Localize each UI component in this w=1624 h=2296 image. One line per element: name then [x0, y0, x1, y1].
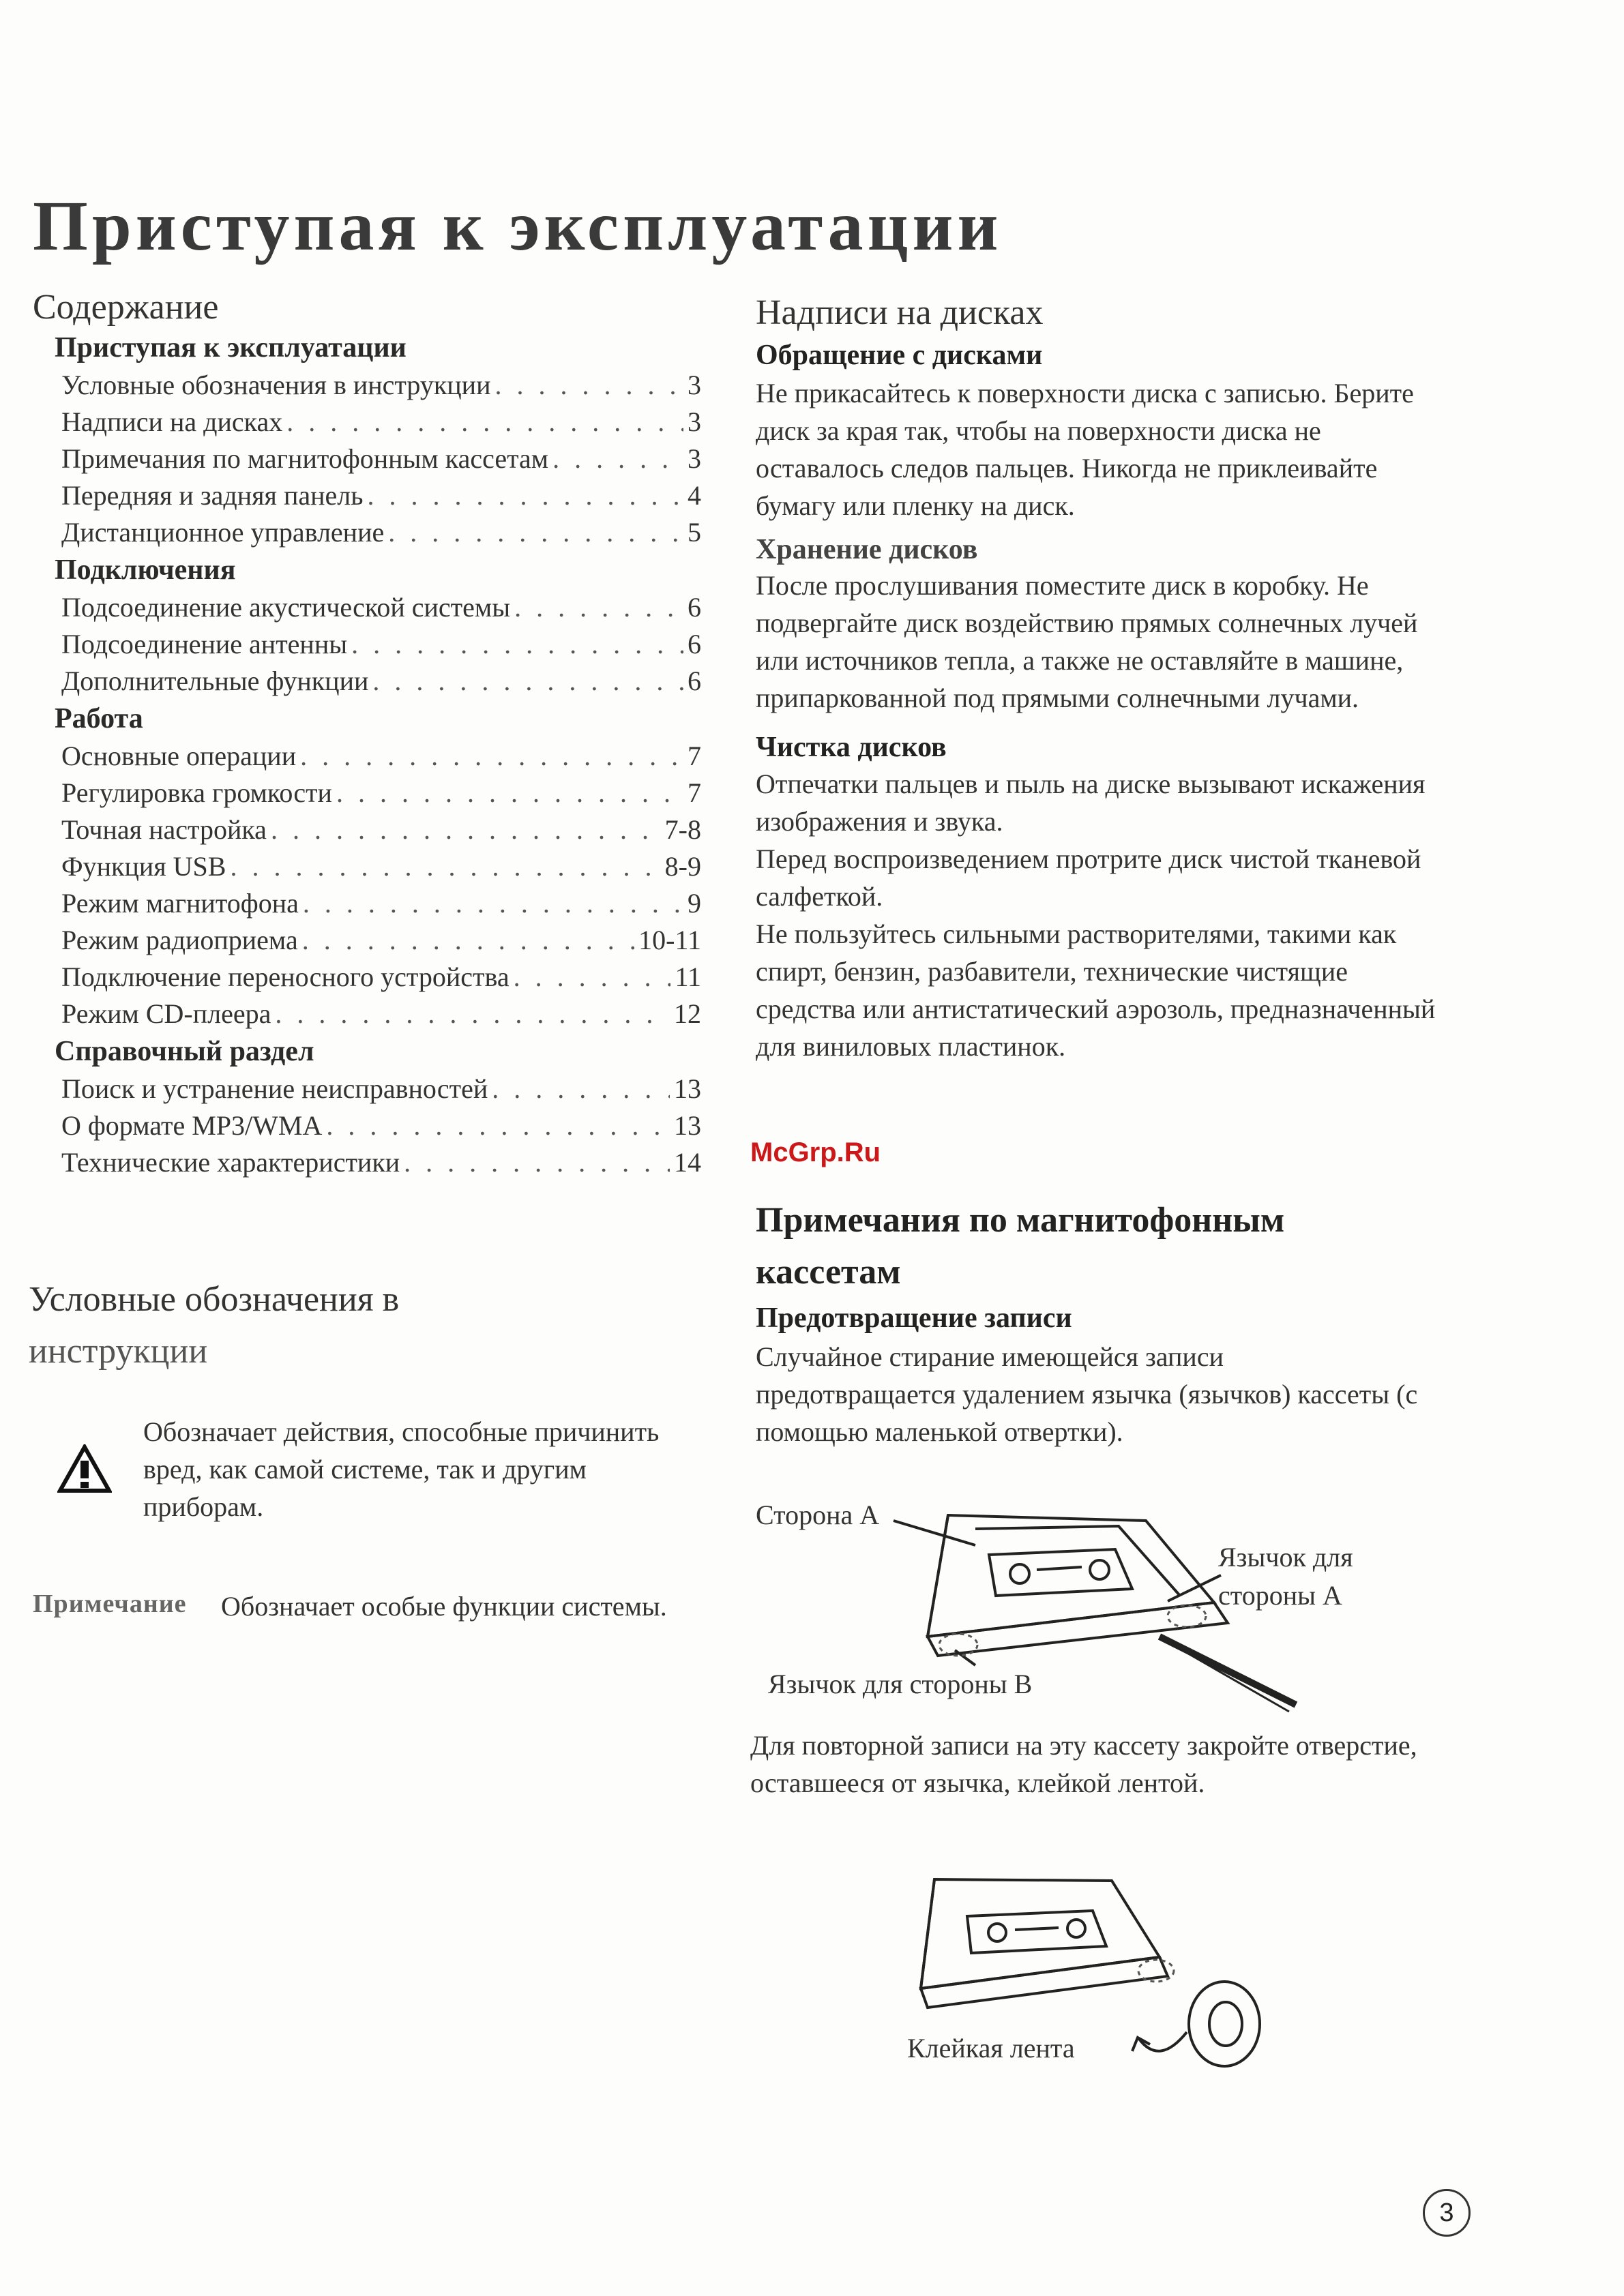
tape-roll	[1189, 1982, 1260, 2066]
toc-entry	[33, 1107, 701, 1144]
toc-dot-leader	[286, 404, 683, 441]
toc-entry-page: 12	[674, 998, 701, 1030]
cleaning-text-3: Не пользуйтесь сильными растворителями, такими как спирт, бензин, разбавители, технические чистящие средства или антистатический аэрозоль, предназначенный для виниловых пластинок.	[756, 918, 1436, 1062]
toc-entry	[33, 477, 701, 514]
toc-dot-leader	[388, 514, 683, 551]
toc-entry-page: 9	[688, 888, 701, 919]
toc-entry-page: 3	[688, 406, 701, 438]
toc-entry-label: Дистанционное управление	[61, 517, 385, 548]
toc-entry-page: 6	[688, 666, 701, 697]
toc-entry-page: 11	[675, 961, 701, 993]
table-of-contents	[33, 329, 701, 1181]
toc-entry-label: Подсоединение антенны	[61, 629, 348, 660]
tape-label: Клейкая лента	[907, 2033, 1075, 2063]
cleaning-heading: Чистка дисков	[756, 732, 947, 764]
warning-description: Обозначает действия, способные причинить вред, как самой системе, так и другим приборам.	[143, 1416, 660, 1522]
toc-entry-page: 5	[688, 517, 701, 548]
discs-heading: Надписи на дисках	[756, 293, 1044, 332]
toc-entry-page: 8-9	[664, 851, 701, 882]
page-number: 3	[1423, 2189, 1471, 2237]
toc-entry	[33, 775, 701, 811]
cassettes-heading-line1: Примечания по магнитофонным	[756, 1201, 1285, 1240]
toc-entry	[33, 441, 701, 477]
toc-entry	[33, 959, 701, 996]
toc-heading: Содержание	[33, 288, 219, 327]
toc-entry-label: О формате MP3/WMA	[61, 1110, 323, 1142]
note-label: Примечание	[33, 1590, 187, 1618]
toc-entry	[33, 1071, 701, 1107]
toc-entry	[33, 1144, 701, 1181]
toc-dot-leader	[275, 996, 670, 1032]
toc-entry-page: 6	[688, 629, 701, 660]
cleaning-text-2: Перед воспроизведением протрите диск чистой тканевой салфеткой.	[756, 843, 1421, 912]
symbols-heading-line2: инструкции	[29, 1332, 208, 1371]
tab-a-label-line1: Язычок для	[1218, 1542, 1353, 1572]
toc-entry-label: Поиск и устранение неисправностей	[61, 1073, 488, 1105]
toc-entry	[33, 848, 701, 885]
toc-entry	[33, 996, 701, 1032]
toc-entry	[33, 404, 701, 441]
toc-entry-label: Регулировка громкости	[61, 777, 332, 809]
toc-entry-label: Надписи на дисках	[61, 406, 283, 438]
toc-dot-leader	[404, 1144, 670, 1181]
toc-dot-leader	[495, 367, 684, 404]
warning-icon	[57, 1444, 112, 1493]
toc-dot-leader	[514, 589, 683, 626]
toc-entry-label: Подсоединение акустической системы	[61, 592, 511, 623]
left-column	[33, 286, 701, 1181]
toc-entry-label: Основные операции	[61, 741, 297, 772]
cassette-reel-right	[1090, 1560, 1109, 1579]
toc-entry-page: 3	[688, 443, 701, 475]
toc-entry-label: Точная настройка	[61, 814, 267, 846]
toc-entry-page: 13	[674, 1110, 701, 1142]
handling-text: Не прикасайтесь к поверхности диска с записью. Берите диск за края так, чтобы на поверхности диска не оставалось следов пальцев. Никогда не приклеивайте бумагу или пленку на диск.	[756, 377, 1414, 521]
toc-section-title: Приступая к эксплуатации	[55, 332, 407, 364]
toc-dot-leader	[351, 626, 683, 663]
toc-dot-leader	[514, 959, 671, 996]
toc-entry	[33, 626, 701, 663]
note-description: Обозначает особые функции системы.	[221, 1591, 667, 1622]
toc-entry-label: Функция USB	[61, 851, 226, 882]
cassettes-heading-line2: кассетам	[756, 1253, 901, 1292]
rerecord-text: Для повторной записи на эту кассету закройте отверстие, оставшееся от язычка, клейкой лентой.	[750, 1730, 1417, 1798]
toc-entry	[33, 738, 701, 775]
tab-b-label: Язычок для стороны В	[768, 1669, 1033, 1699]
toc-entry	[33, 514, 701, 551]
toc-section-title: Подключения	[55, 554, 236, 586]
toc-dot-leader	[302, 922, 634, 959]
toc-section-title: Работа	[55, 703, 143, 735]
toc-dot-leader	[552, 441, 683, 477]
toc-entry-page: 14	[674, 1147, 701, 1178]
toc-entry-page: 6	[688, 592, 701, 623]
cassette-front-face	[921, 1957, 1168, 2008]
toc-dot-leader	[300, 738, 683, 775]
cassette-reel-left	[1010, 1564, 1029, 1583]
toc-entry-label: Технические характеристики	[61, 1147, 400, 1178]
toc-entry-label: Режим CD-плеера	[61, 998, 271, 1030]
side-a-label: Сторона А	[756, 1500, 880, 1530]
toc-entry-label: Передняя и задняя панель	[61, 480, 364, 511]
toc-dot-leader	[230, 848, 660, 885]
toc-entry-page: 3	[688, 370, 701, 401]
storage-text: После прослушивания поместите диск в коробку. Не подвергайте диск воздействию прямых солнечных лучей или источников тепла, а также не оставляйте в машине, припаркованной под прямыми солнечными лучами.	[756, 570, 1418, 714]
toc-entry-page: 10-11	[638, 925, 701, 956]
screwdriver	[1160, 1637, 1296, 1705]
toc-entry	[33, 663, 701, 700]
tab-a-label-line2: стороны А	[1218, 1580, 1342, 1611]
toc-entry-label: Режим радиоприема	[61, 925, 298, 956]
handling-heading: Обращение с дисками	[756, 340, 1043, 372]
toc-dot-leader	[336, 775, 683, 811]
toc-entry-page: 13	[674, 1073, 701, 1105]
tab-a-highlight	[1168, 1605, 1206, 1627]
cassettes-section	[756, 1195, 1451, 1450]
toc-entry	[33, 589, 701, 626]
toc-entry	[33, 922, 701, 959]
prevent-heading: Предотвращение записи	[756, 1302, 1072, 1334]
toc-dot-leader	[271, 811, 661, 848]
prevent-text: Случайное стирание имеющейся записи предотвращается удалением язычка (язычков) кассеты (с помощью маленькой отвертки).	[756, 1341, 1418, 1448]
storage-heading: Хранение дисков	[756, 533, 978, 565]
toc-dot-leader	[326, 1107, 670, 1144]
toc-entry-label: Режим магнитофона	[61, 888, 299, 919]
toc-dot-leader	[492, 1071, 670, 1107]
toc-entry-page: 7	[688, 741, 701, 772]
symbols-heading-line1: Условные обозначения в	[29, 1280, 400, 1319]
cassette-tab-diagram	[750, 1487, 1310, 1732]
toc-dot-leader	[303, 885, 683, 922]
symbols-section	[29, 1274, 697, 1377]
toc-entry-label: Примечания по магнитофонным кассетам	[61, 443, 549, 475]
toc-entry-label: Дополнительные функции	[61, 666, 369, 697]
toc-entry-label: Подключение переносного устройства	[61, 961, 510, 993]
cleaning-text-1: Отпечатки пальцев и пыль на диске вызывают искажения изображения и звука.	[756, 768, 1426, 837]
toc-entry-page: 7-8	[664, 814, 701, 846]
toc-entry-page: 4	[688, 480, 701, 511]
right-column	[756, 292, 1438, 1065]
toc-entry	[33, 811, 701, 848]
toc-entry-page: 7	[688, 777, 701, 809]
toc-section-title: Справочный раздел	[55, 1036, 314, 1068]
watermark: McGrp.Ru	[750, 1137, 881, 1167]
toc-entry-label: Условные обозначения в инструкции	[61, 370, 491, 401]
toc-dot-leader	[367, 477, 683, 514]
side-a-pointer	[894, 1521, 975, 1545]
page-title: Приступая к эксплуатации	[33, 187, 1003, 265]
toc-entry	[33, 885, 701, 922]
toc-dot-leader	[372, 663, 683, 700]
toc-entry	[33, 367, 701, 404]
